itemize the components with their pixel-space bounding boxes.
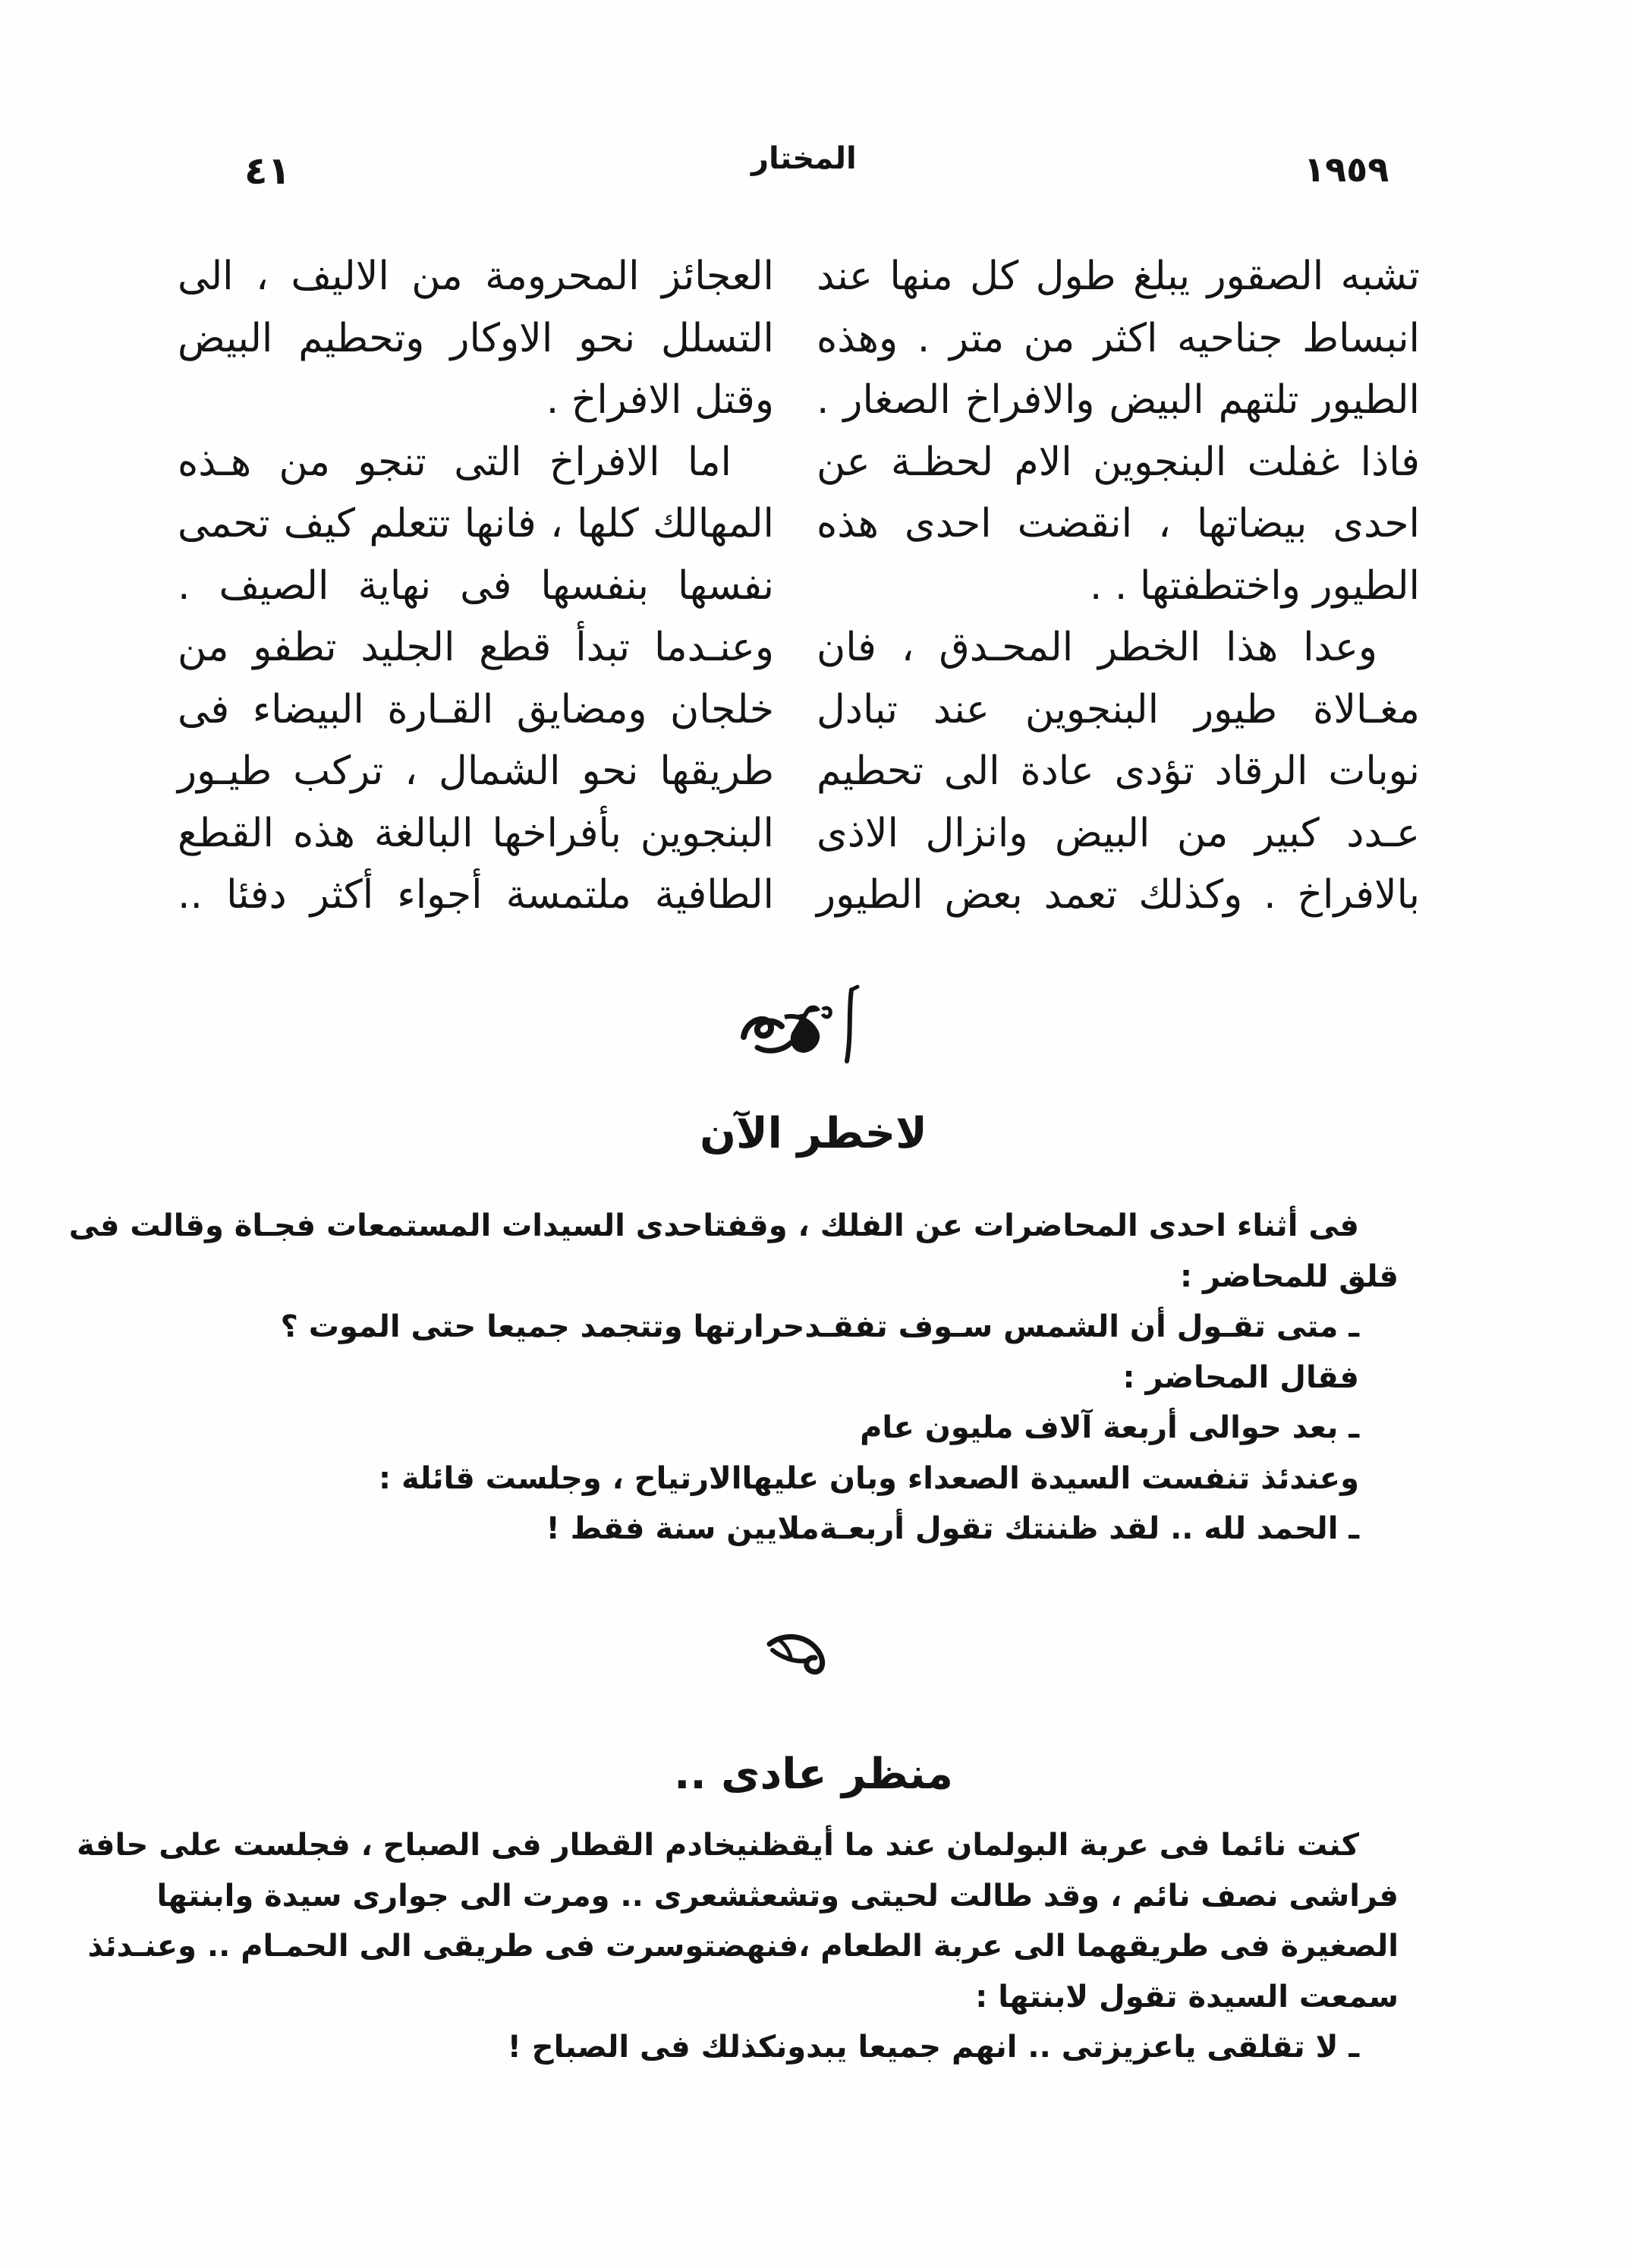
text-line: كنت نائما فى عربة البولمان عند ما أيقظنيخادم القطار فى الصباح ، فجلست على حافة bbox=[77, 1828, 1359, 1863]
text-line: طريقها نحو الشمال ، تركب طيـور bbox=[178, 748, 774, 794]
text-line: مغـالاة طيور البنجوين عند تبادل bbox=[817, 686, 1420, 732]
text-line: بالافراخ . وكذلك تعمد بعض الطيور bbox=[817, 872, 1420, 918]
swirl-ornament bbox=[762, 1627, 830, 1681]
text-line: فاذا غفلت البنجوين الام لحظـة عن bbox=[817, 439, 1420, 485]
text-line: سمعت السيدة تقول لابنتها : bbox=[975, 1979, 1399, 2014]
text-line: الطافية ملتمسة أجواء أكثر دفئا .. bbox=[178, 872, 774, 918]
text-line: انبساط جناحيه اكثر من متر . وهذه bbox=[817, 315, 1420, 361]
magazine-name: المختار bbox=[751, 141, 857, 176]
text-line: عـدد كبير من البيض وانزال الاذى bbox=[817, 810, 1420, 856]
calligraphic-flourish-ornament bbox=[738, 984, 871, 1067]
text-line: ـ الحمد لله .. لقد ظننتك تقول أربعـةملايين سنة فقط ! bbox=[546, 1511, 1359, 1546]
text-line: وقتل الافراخ . bbox=[546, 377, 774, 423]
text-line: الطيور واختطفتها . . bbox=[1089, 562, 1420, 609]
text-line: وعندئذ تنفست السيدة الصعداء وبان عليهاالارتياح ، وجلست قائلة : bbox=[379, 1460, 1359, 1496]
text-line: فقال المحاضر : bbox=[1122, 1359, 1359, 1395]
text-line: نفسها بنفسها فى نهاية الصيف . bbox=[178, 562, 774, 609]
joke-paragraph bbox=[77, 1820, 1399, 2073]
text-line: العجائز المحرومة من الاليف ، الى bbox=[178, 254, 774, 299]
text-line: الصغيرة فى طريقهما الى عربة الطعام ،فنهضتوسرت فى طريقى الى الحمـام .. وعنـدئذ bbox=[87, 1929, 1399, 1964]
text-line: المهالك كلها ، فانها تتعلم كيف تحمى bbox=[178, 501, 774, 547]
text-line: فراشى نصف نائم ، وقد طالت لحيتى وتشعثشعرى .. ومرت الى جوارى سيدة وابنتها bbox=[156, 1878, 1399, 1914]
text-line: وعدا هذا الخطر المحـدق ، فان bbox=[817, 625, 1377, 670]
text-line: ـ متى تقـول أن الشمس سـوف تفقـدحرارتها وتتجمد جميعا حتى الموت ؟ bbox=[280, 1309, 1359, 1344]
joke-paragraph bbox=[68, 1201, 1399, 1555]
text-line: ـ لا تقلقى ياعزيزتى .. انهم جميعا يبدونكذلك فى الصباح ! bbox=[507, 2030, 1359, 2065]
text-line: قلق للمحاضر : bbox=[1180, 1258, 1399, 1294]
text-line: التسلل نحو الاوكار وتحطيم البيض bbox=[178, 315, 774, 361]
text-line: اما الافراخ التى تنجو من هـذه bbox=[178, 439, 732, 485]
text-line: خلجان ومضايق القـارة البيضاء فى bbox=[178, 686, 774, 732]
article-left-column bbox=[178, 246, 774, 927]
text-line: ـ بعد حوالى أربعة آلاف مليون عام bbox=[860, 1410, 1359, 1445]
joke-title: منظر عادى .. bbox=[674, 1750, 953, 1799]
text-line: وعنـدما تبدأ قطع الجليد تطفو من bbox=[178, 625, 774, 670]
text-line: الطيور تلتهم البيض والافراخ الصغار . bbox=[817, 377, 1420, 423]
text-line: البنجوين بأفراخها البالغة هذه القطع bbox=[178, 810, 774, 856]
page-year: ١٩٥٩ bbox=[1304, 149, 1389, 190]
text-line: نوبات الرقاد تؤدى عادة الى تحطيم bbox=[817, 748, 1420, 794]
text-line: تشبه الصقور يبلغ طول كل منها عند bbox=[817, 254, 1420, 299]
text-line: احدى بيضاتها ، انقضت احدى هذه bbox=[817, 501, 1420, 547]
article-right-column bbox=[817, 246, 1420, 927]
page-number: ٤١ bbox=[244, 149, 291, 193]
joke-title: لاخطر الآن bbox=[700, 1109, 927, 1158]
text-line: فى أثناء احدى المحاضرات عن الفلك ، وقفتاحدى السيدات المستمعات فجـاة وقالت فى bbox=[68, 1208, 1359, 1243]
